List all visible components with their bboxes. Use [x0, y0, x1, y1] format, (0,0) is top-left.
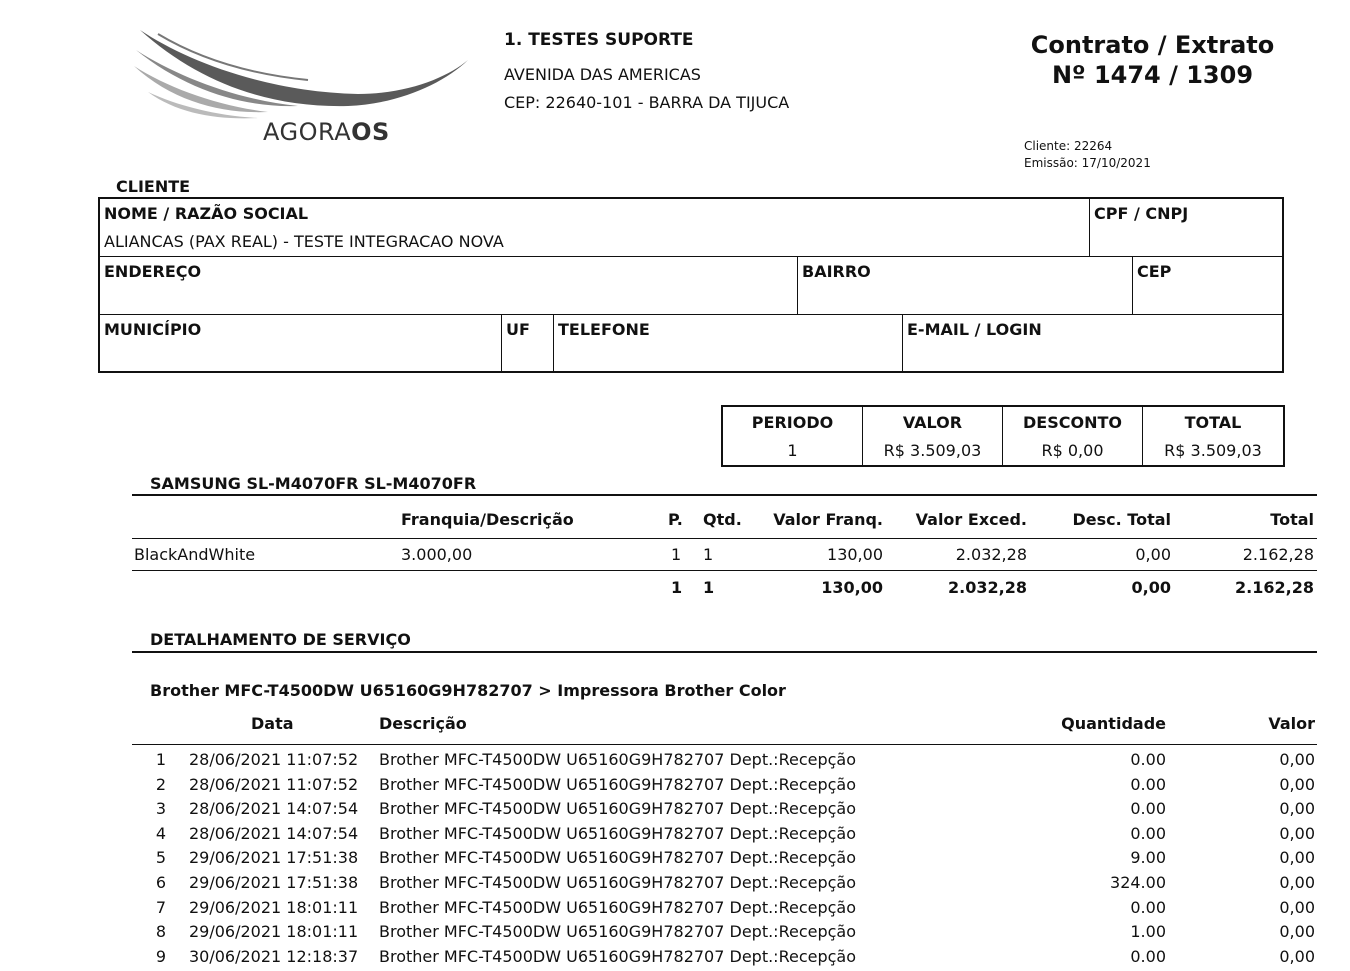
franquia-header: Franquia/Descrição	[401, 510, 574, 529]
row-date: 28/06/2021 14:07:54	[189, 823, 359, 843]
client-address-label: ENDEREÇO	[104, 262, 202, 281]
total-amount: R$ 3.509,03	[1164, 441, 1262, 460]
document-title	[1010, 30, 1295, 90]
row-value: 0,00	[1279, 848, 1315, 868]
row-date: 28/06/2021 11:07:52	[189, 750, 359, 769]
row-number: 4	[155, 823, 166, 843]
row-value: 0,00	[1279, 946, 1315, 966]
row-quantity: 1.00	[1130, 922, 1166, 942]
client-cep-label: CEP	[1137, 262, 1172, 281]
row-number: 3	[155, 799, 166, 819]
company-address: AVENIDA DAS AMERICAS	[504, 65, 701, 84]
logo-swoosh-icon	[128, 22, 473, 122]
emission-date: Emissão: 17/10/2021	[1024, 156, 1151, 170]
client-bairro-label: BAIRRO	[802, 262, 871, 281]
totals-total: 2.162,28	[1235, 578, 1314, 597]
client-email-label: E-MAIL / LOGIN	[907, 320, 1042, 339]
value-header: VALOR	[902, 413, 963, 432]
row-quantity: 324.00	[1110, 873, 1166, 892]
row-number: 7	[155, 897, 166, 917]
list-item	[0, 873, 1350, 897]
list-item	[0, 799, 1350, 823]
list-item	[0, 824, 1350, 848]
row-quantity: 0.00	[1130, 799, 1166, 819]
total-header: Total	[1270, 510, 1314, 529]
row-name: BlackAndWhite	[134, 545, 256, 564]
services-desc-header: Descrição	[379, 714, 467, 733]
row-description: Brother MFC-T4500DW U65160G9H782707 Dept.:Recepção	[379, 946, 856, 966]
client-telefone-label: TELEFONE	[558, 320, 650, 339]
client-info-box	[98, 197, 1284, 373]
client-name-label: NOME / RAZÃO SOCIAL	[104, 204, 309, 223]
client-email-cell	[903, 315, 1282, 371]
row-number: 6	[155, 873, 166, 892]
period-summary-table	[721, 405, 1285, 467]
row-number: 8	[155, 922, 166, 942]
list-item	[0, 750, 1350, 774]
discount-amount: R$ 0,00	[1041, 441, 1104, 460]
row-value: 0,00	[1279, 823, 1315, 843]
row-value: 0,00	[1279, 922, 1315, 942]
client-name-cell	[100, 199, 1090, 256]
row-value: 0,00	[1279, 774, 1315, 794]
services-date-header: Data	[251, 714, 294, 733]
client-cep-cell	[1133, 257, 1282, 314]
client-municipio-cell	[100, 315, 502, 371]
totals-valor-franq: 130,00	[821, 578, 883, 597]
client-telefone-cell	[554, 315, 903, 371]
row-description: Brother MFC-T4500DW U65160G9H782707 Dept.:Recepção	[379, 750, 856, 769]
client-heading: CLIENTE	[116, 177, 191, 196]
row-description: Brother MFC-T4500DW U65160G9H782707 Dept.:Recepção	[379, 897, 856, 917]
client-id: Cliente: 22264	[1024, 139, 1113, 153]
list-item	[0, 898, 1350, 922]
row-value: 0,00	[1279, 750, 1315, 769]
services-title: DETALHAMENTO DE SERVIÇO	[150, 630, 411, 649]
row-total: 2.162,28	[1242, 545, 1314, 564]
row-date: 29/06/2021 17:51:38	[189, 848, 359, 868]
discount-header: DESCONTO	[1023, 413, 1122, 432]
row-quantity: 0.00	[1130, 897, 1166, 917]
row-date: 28/06/2021 11:07:52	[189, 774, 359, 794]
list-item	[0, 922, 1350, 946]
row-quantity: 9.00	[1130, 848, 1166, 868]
row-description: Brother MFC-T4500DW U65160G9H782707 Dept.:Recepção	[379, 799, 856, 819]
row-date: 30/06/2021 12:18:37	[189, 946, 359, 966]
row-number: 1	[155, 750, 166, 769]
row-date: 29/06/2021 18:01:11	[189, 897, 359, 917]
desc-total-header: Desc. Total	[1072, 510, 1171, 529]
row-quantity: 0.00	[1130, 774, 1166, 794]
row-valor-franq: 130,00	[827, 545, 883, 564]
client-cpf-cell	[1090, 199, 1282, 256]
total-header: TOTAL	[1184, 413, 1242, 432]
discount-column	[1003, 407, 1142, 465]
services-qty-header: Quantidade	[1061, 714, 1166, 733]
list-item	[0, 848, 1350, 872]
client-municipio-label: MUNICÍPIO	[104, 320, 202, 339]
row-quantity: 0.00	[1130, 823, 1166, 843]
totals-p: 1	[671, 578, 683, 597]
p-header: P.	[668, 510, 683, 529]
period-header: PERIODO	[751, 413, 834, 432]
row-date: 29/06/2021 18:01:11	[189, 922, 359, 942]
value-amount: R$ 3.509,03	[883, 441, 982, 460]
row-description: Brother MFC-T4500DW U65160G9H782707 Dept.:Recepção	[379, 848, 856, 868]
row-description: Brother MFC-T4500DW U65160G9H782707 Dept.:Recepção	[379, 774, 856, 794]
client-address-cell	[100, 257, 798, 314]
document-number: Nº 1474 / 1309	[1051, 61, 1254, 89]
row-p: 1	[671, 545, 682, 564]
client-uf-cell	[502, 315, 554, 371]
row-value: 0,00	[1279, 897, 1315, 917]
valor-franq-header: Valor Franq.	[773, 510, 883, 529]
list-item	[0, 947, 1350, 971]
value-column	[863, 407, 1002, 465]
client-cpf-label: CPF / CNPJ	[1094, 204, 1189, 223]
row-number: 9	[155, 946, 166, 966]
row-qtd: 1	[703, 545, 714, 564]
services-value-header: Valor	[1268, 714, 1315, 733]
client-bairro-cell	[798, 257, 1133, 314]
row-number: 5	[155, 848, 166, 868]
totals-qtd: 1	[703, 578, 715, 597]
row-franquia: 3.000,00	[401, 545, 473, 564]
row-quantity: 0.00	[1130, 750, 1166, 769]
qtd-header: Qtd.	[703, 510, 742, 529]
equipment-title: SAMSUNG SL-M4070FR SL-M4070FR	[150, 474, 477, 493]
row-number: 2	[155, 774, 166, 794]
client-uf-label: UF	[506, 320, 530, 339]
services-device: Brother MFC-T4500DW U65160G9H782707 > Impressora Brother Color	[150, 681, 786, 700]
row-desc-total: 0,00	[1135, 545, 1171, 564]
total-column	[1143, 407, 1283, 465]
period-column	[723, 407, 862, 465]
row-description: Brother MFC-T4500DW U65160G9H782707 Dept.:Recepção	[379, 823, 856, 843]
client-name-value: ALIANCAS (PAX REAL) - TESTE INTEGRACAO NOVA	[104, 232, 504, 251]
company-name: 1. TESTES SUPORTE	[504, 30, 694, 50]
row-description: Brother MFC-T4500DW U65160G9H782707 Dept.:Recepção	[379, 922, 856, 942]
totals-desc-total: 0,00	[1131, 578, 1171, 597]
document-title-line1: Contrato / Extrato	[1030, 31, 1275, 59]
row-value: 0,00	[1279, 799, 1315, 819]
list-item	[0, 775, 1350, 799]
row-value: 0,00	[1279, 873, 1315, 892]
totals-valor-exced: 2.032,28	[948, 578, 1027, 597]
row-valor-exced: 2.032,28	[955, 545, 1027, 564]
row-date: 29/06/2021 17:51:38	[189, 873, 359, 892]
logo-wordmark: AGORAOS	[263, 118, 390, 146]
company-cep: CEP: 22640-101 - BARRA DA TIJUCA	[504, 93, 790, 112]
valor-exced-header: Valor Exced.	[915, 510, 1027, 529]
period-value: 1	[787, 441, 798, 460]
row-description: Brother MFC-T4500DW U65160G9H782707 Dept.:Recepção	[379, 873, 856, 892]
row-date: 28/06/2021 14:07:54	[189, 799, 359, 819]
row-quantity: 0.00	[1130, 946, 1166, 966]
